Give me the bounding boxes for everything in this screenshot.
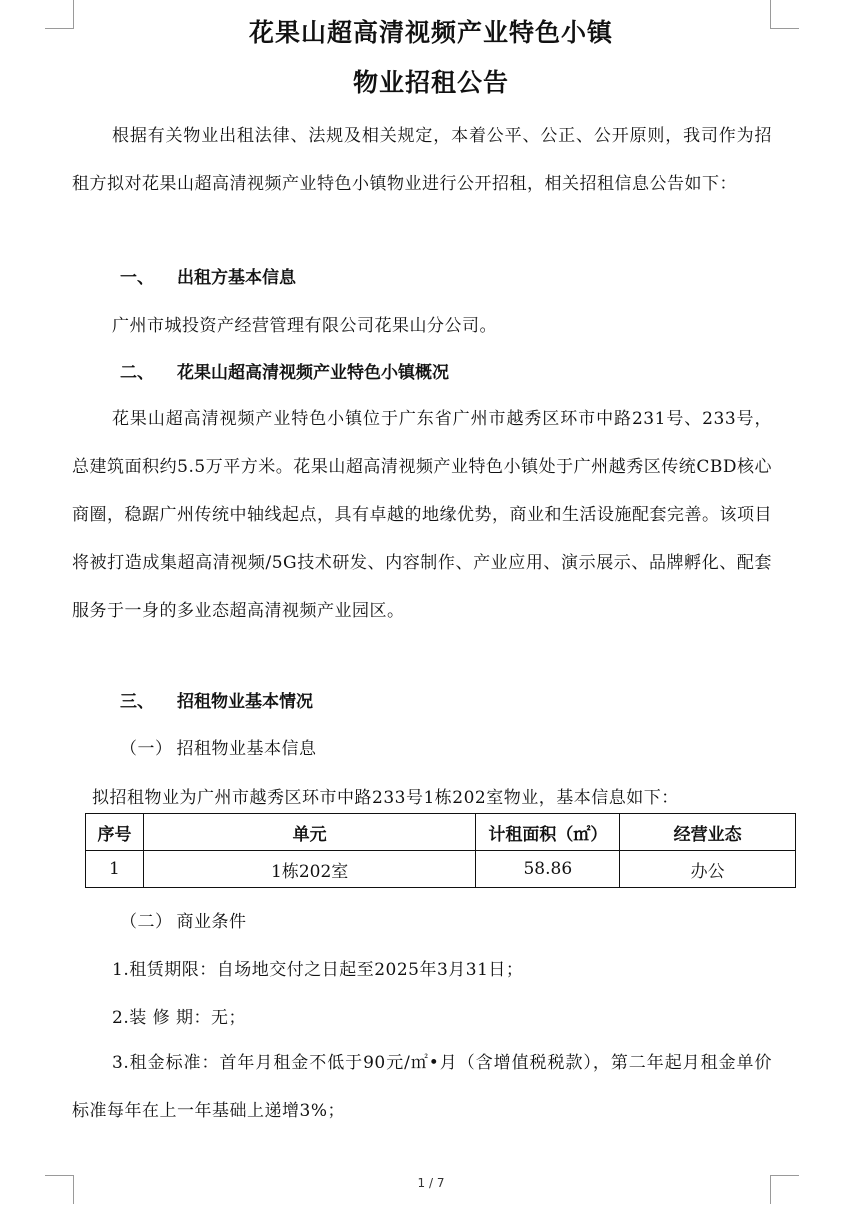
- section-2-body: [72, 395, 772, 635]
- table-cell-unit: 1栋202室: [143, 851, 475, 888]
- section-1-text: 广州市城投资产经营管理有限公司花果山分公司。: [112, 316, 497, 336]
- section-heading-3: [120, 690, 313, 714]
- subsection-number-2: （二）: [120, 912, 173, 932]
- table-row: [86, 851, 796, 888]
- table-header-row: [86, 814, 796, 851]
- condition-item-2: 2.装 修 期：无；: [112, 1008, 247, 1028]
- condition-item-1: 1.租赁期限：自场地交付之日起至2025年3月31日；: [112, 960, 524, 980]
- section-title-2: 花果山超高清视频产业特色小镇概况: [177, 363, 449, 383]
- section-number-1: 一、: [120, 268, 154, 288]
- subsection-heading-2: [120, 910, 247, 934]
- subsection-heading-1: [120, 737, 317, 761]
- intro-text: 根据有关物业出租法律、法规及相关规定，本着公平、公正、公开原则，我司作为招租方拟对花果山超高清视频产业特色小镇物业进行公开招租，相关招租信息公告如下：: [72, 126, 772, 194]
- table-header-unit: 单元: [143, 814, 475, 851]
- document-title-line1: 花果山超高清视频产业特色小镇: [248, 18, 613, 47]
- document-title-line2: 物业招租公告: [352, 68, 509, 97]
- table-header-index: 序号: [86, 814, 144, 851]
- property-intro: 拟招租物业为广州市越秀区环市中路233号1栋202室物业，基本信息如下：: [92, 788, 679, 808]
- section-heading-1: [120, 266, 296, 290]
- subsection-title-1: 招租物业基本信息: [176, 739, 317, 759]
- section-1-body: [72, 302, 772, 350]
- section-heading-2: [120, 361, 449, 385]
- section-number-2: 二、: [120, 363, 154, 383]
- subsection-number-1: （一）: [120, 739, 173, 759]
- page-number: 1 / 7: [417, 1176, 445, 1190]
- subsection-title-2: 商业条件: [176, 912, 247, 932]
- property-info-table: [85, 813, 796, 888]
- table-cell-index: 1: [86, 851, 144, 888]
- section-title-1: 出租方基本信息: [177, 268, 296, 288]
- section-number-3: 三、: [120, 692, 154, 712]
- condition-item-3: 3.租金标准：首年月租金不低于90元/㎡•月（含增值税税款），第二年起月租金单价标准每年在上一年基础上递增3%；: [72, 1053, 772, 1121]
- table-header-area: 计租面积（㎡）: [476, 814, 620, 851]
- section-2-text: 花果山超高清视频产业特色小镇位于广东省广州市越秀区环市中路231号、233号，总建筑面积约5.5万平方米。花果山超高清视频产业特色小镇处于广州越秀区传统CBD核心商圈，稳踞广州传统中轴线起点，具有卓越的地缘优势，商业和生活设施配套完善。该项目将被打造成集超高清视频/5G技术研发、内容制作、产业应用、演示展示、品牌孵化、配套服务于一身的多业态超高清视频产业园区。: [72, 409, 772, 621]
- table-cell-area: 58.86: [476, 851, 620, 888]
- intro-paragraph: [72, 112, 772, 208]
- condition-item-3-block: [72, 1039, 772, 1135]
- table-header-business-type: 经营业态: [620, 814, 796, 851]
- section-title-3: 招租物业基本情况: [177, 692, 313, 712]
- table-cell-business-type: 办公: [620, 851, 796, 888]
